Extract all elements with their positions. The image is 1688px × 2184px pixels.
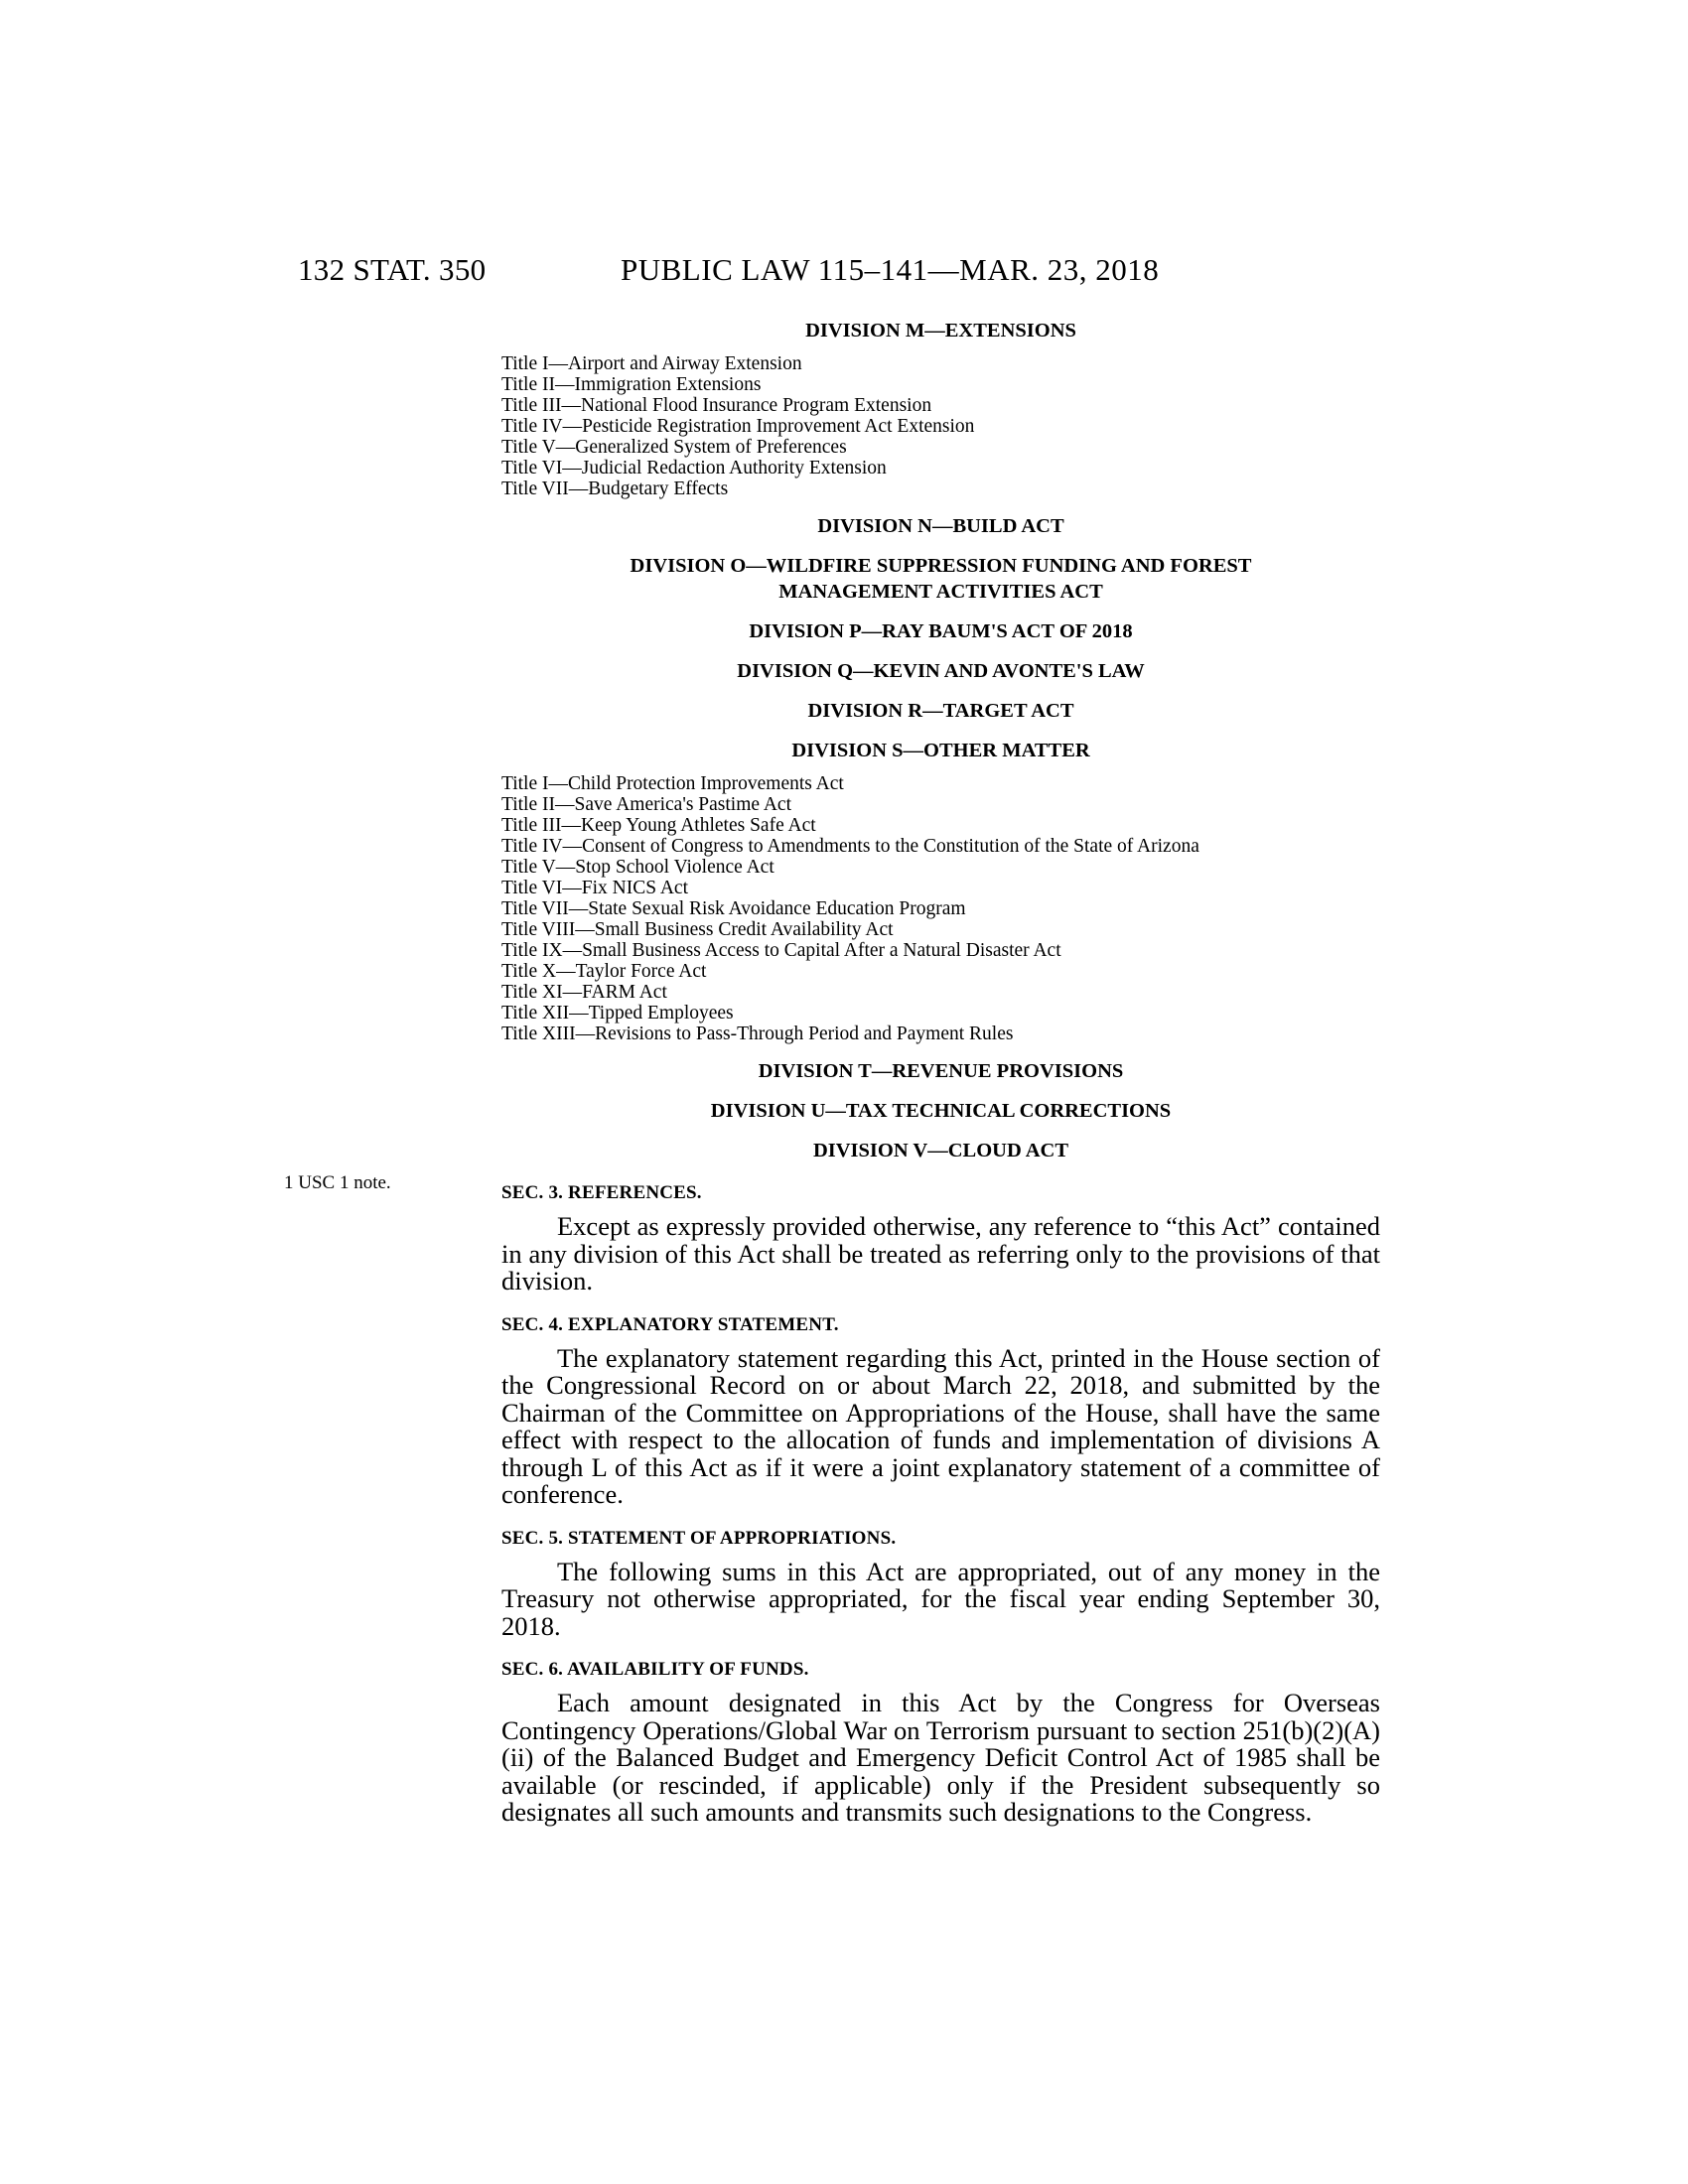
title-item: Title XIII—Revisions to Pass-Through Period and Payment Rules <box>501 1024 1014 1044</box>
division-heading: DIVISION M—EXTENSIONS <box>805 320 1076 341</box>
division-heading: DIVISION S—OTHER MATTER <box>791 740 1090 761</box>
document-body <box>501 318 1380 1827</box>
section-heading: SEC. 5. STATEMENT OF APPROPRIATIONS. <box>501 1527 897 1549</box>
title-item: Title V—Stop School Violence Act <box>501 857 774 878</box>
division-u-heading: DIVISION U—TAX TECHNICAL CORRECTIONS <box>710 1100 1172 1122</box>
stat-citation: 132 STAT. 350 <box>298 252 487 287</box>
section-text: The explanatory statement regarding this Act, printed in the House section of the Congressional Record on or about March 22, 2018, and submitted by the Chairman of the Committee on Appropriations of the House, shall have the same effect with respect to the allocation of funds and implementation of divisions A through L of this Act as if it were a joint explanatory statement of a committee of conference. <box>501 1342 1380 1509</box>
title-list <box>501 353 1380 499</box>
division-o-heading-line1: DIVISION O—WILDFIRE SUPPRESSION FUNDING AND FOREST <box>630 555 1252 577</box>
section-text: Except as expressly provided otherwise, any reference to “this Act” contained in any division of this Act shall be treated as referring only to the provisions of that division. <box>501 1211 1380 1296</box>
division-o-heading-line2: MANAGEMENT ACTIVITIES ACT <box>778 581 1103 603</box>
section-4 <box>501 1313 1380 1509</box>
division-m <box>501 318 1380 499</box>
title-item: Title II—Immigration Extensions <box>501 374 762 395</box>
title-item: Title IX—Small Business Access to Capital After a Natural Disaster Act <box>501 940 1061 961</box>
title-list <box>501 773 1380 1044</box>
section-6 <box>501 1658 1380 1827</box>
title-item: Title XII—Tipped Employees <box>501 1003 734 1024</box>
section-heading: SEC. 4. EXPLANATORY STATEMENT. <box>501 1313 839 1335</box>
section-3 <box>501 1181 1380 1296</box>
division-r-heading: DIVISION R—TARGET ACT <box>807 700 1074 722</box>
title-item: Title IV—Pesticide Registration Improvement Act Extension <box>501 416 975 437</box>
division-t-heading: DIVISION T—REVENUE PROVISIONS <box>758 1060 1124 1082</box>
margin-note: 1 USC 1 note. <box>284 1172 391 1193</box>
division-v-heading: DIVISION V—CLOUD ACT <box>812 1140 1069 1161</box>
title-item: Title I—Airport and Airway Extension <box>501 353 802 374</box>
section-heading: SEC. 3. REFERENCES. <box>501 1182 702 1203</box>
section-text: The following sums in this Act are appropriated, out of any money in the Treasury not otherwise appropriated, for the fiscal year ending September 30, 2018. <box>501 1556 1380 1641</box>
title-item: Title VI—Fix NICS Act <box>501 878 689 898</box>
title-item: Title VII—State Sexual Risk Avoidance Education Program <box>501 898 966 919</box>
title-item: Title II—Save America's Pastime Act <box>501 794 792 815</box>
title-item: Title VII—Budgetary Effects <box>501 478 729 499</box>
division-s <box>501 738 1380 1044</box>
title-item: Title V—Generalized System of Preferences <box>501 437 847 458</box>
title-item: Title VI—Judicial Redaction Authority Extension <box>501 458 887 478</box>
division-q-heading: DIVISION Q—KEVIN AND AVONTE'S LAW <box>737 660 1145 682</box>
page-header <box>0 250 1688 290</box>
title-item: Title IV—Consent of Congress to Amendments to the Constitution of the State of Arizona <box>501 836 1199 857</box>
division-p-heading: DIVISION P—RAY BAUM'S ACT OF 2018 <box>749 620 1133 642</box>
title-item: Title III—Keep Young Athletes Safe Act <box>501 815 816 836</box>
title-item: Title III—National Flood Insurance Program Extension <box>501 395 932 416</box>
title-item: Title I—Child Protection Improvements Act <box>501 773 844 794</box>
section-text: Each amount designated in this Act by the Congress for Overseas Contingency Operations/Global War on Terrorism pursuant to section 251(b)(2)(A)(ii) of the Balanced Budget and Emergency Deficit Control Act of 1985 shall be available (or rescinded, if applicable) only if the President subsequently so designates all such amounts and transmits such designations to the Congress. <box>501 1688 1380 1827</box>
title-item: Title XI—FARM Act <box>501 982 667 1003</box>
division-n-heading: DIVISION N—BUILD ACT <box>817 515 1064 537</box>
title-item: Title X—Taylor Force Act <box>501 961 707 982</box>
section-heading: SEC. 6. AVAILABILITY OF FUNDS. <box>501 1659 809 1680</box>
title-item: Title VIII—Small Business Credit Availability Act <box>501 919 894 940</box>
law-title: PUBLIC LAW 115–141—MAR. 23, 2018 <box>621 252 1160 287</box>
section-5 <box>501 1527 1380 1641</box>
